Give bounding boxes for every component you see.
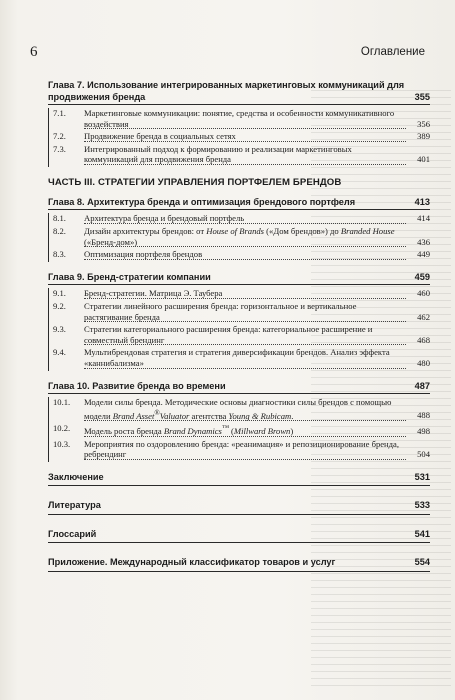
chapter-entries [48,288,430,370]
chapter-title [48,381,430,393]
back-matter-glossary [48,529,430,544]
chapter-rule [48,104,430,105]
entry-page: 462 [417,311,430,322]
entry-text-part: Модели силы бренда. Методические основы диагностики силы брендов с помощью модели [84,397,392,421]
back-matter-title: Заключение [48,471,104,482]
toc-entry [49,108,430,131]
chapter-title [48,80,430,103]
entry-page: 389 [417,131,430,142]
entry-text: Бренд-стратегии. Матрица Э. Таубера [84,288,223,299]
part-title: ЧАСТЬ III. СТРАТЕГИИ УПРАВЛЕНИЯ ПОРТФЕЛЕМ БРЕНДОВ [48,176,342,188]
chapter-rule [48,209,430,210]
dot-leader [84,420,406,421]
trademark-mark: ™ [221,424,229,433]
entry-text-italic: Branded House [340,226,395,237]
chapter-9 [48,272,430,371]
chapter-title [48,197,430,209]
dot-leader [84,259,406,260]
entry-text-italic: Valuator [159,410,190,421]
entry-text: Продвижение бренда в социальных сетях [84,131,236,142]
chapter-entries [48,213,430,261]
page-header [30,44,425,64]
entry-text-part: Дизайн архитектуры брендов: от [84,226,207,237]
page-number: 6 [30,44,38,60]
entry-text-part: ( [228,425,234,436]
dot-leader [84,223,406,224]
chapter-title-text: Глава 10. Развитие бренда во времени [48,380,226,391]
entry-number: 10.2. [53,423,71,434]
entry-number: 9.3. [53,324,66,335]
dot-leader [84,246,406,247]
dot-leader [84,344,406,345]
toc-entry [49,301,430,324]
chapter-page: 413 [414,196,430,207]
entry-text-italic: Young & Rubicam [228,410,292,421]
entry-text: Маркетинговые коммуникации: понятие, средства и особенности коммуникативного воздействия [84,108,395,129]
entry-text-part: («Бренд-дом») [84,236,138,247]
entry-page: 460 [417,288,430,299]
chapter-rule [48,284,430,285]
entry-text: Стратегии линейного расширения бренда: горизонтальное и вертикальное растягивание бренда [84,300,357,322]
registered-mark: ® [154,408,160,417]
chapter-10 [48,381,430,462]
dot-leader [84,321,406,322]
entry-number: 8.1. [53,213,66,224]
entry-text: Мультибрендовая стратегия и стратегия диверсификации брендов. Анализ эффекта «каннибализма» [84,347,390,368]
entry-page: 468 [417,334,430,345]
entry-text-italic: Brand Dynamics [163,425,222,436]
chapter-entries [48,108,430,167]
entry-number: 10.1. [53,397,71,407]
dot-leader [84,298,406,299]
toc-entry [49,226,430,249]
chapter-page: 459 [414,271,430,282]
chapter-rule [48,393,430,394]
entry-number: 8.2. [53,226,66,237]
entry-text: Стратегии категориального расширения бренда: категориальное расширение и совместный брендинг [84,324,373,345]
chapter-title-text: Глава 7. Использование интегрированных маркетинговых коммуникаций для продвижения бренда [48,80,405,102]
chapter-title-text: Глава 9. Бренд-стратегии компании [48,271,211,282]
entry-text-part: («Дом брендов») до [264,226,341,237]
entry-page: 480 [417,357,430,368]
chapter-8 [48,197,430,262]
entry-text: Архитектура бренда и брендовый портфель [84,213,245,224]
chapter-title-text: Глава 8. Архитектура бренда и оптимизация брендового портфеля [48,196,356,207]
dot-leader [84,436,406,437]
entry-page: 356 [417,118,430,129]
toc-entry [49,324,430,347]
dot-leader [84,368,406,369]
entry-number: 9.4. [53,347,66,358]
toc-entry [49,439,430,462]
toc-entry [49,288,430,301]
entry-text: Оптимизация портфеля брендов [84,249,203,260]
entry-page: 498 [417,425,430,436]
dot-leader [84,141,406,142]
entry-text-part: Модель роста бренда [84,425,164,436]
entry-text-italic: House of Brands [206,226,265,237]
chapter-page: 355 [414,91,430,102]
dot-leader [84,459,406,460]
back-matter-title: Глоссарий [48,528,97,539]
entry-page: 436 [417,236,430,247]
dot-leader [84,128,406,129]
toc-entry [49,423,430,438]
back-matter-page: 531 [414,471,430,482]
entry-page: 414 [417,213,430,224]
entry-page: 449 [417,249,430,260]
back-matter-appendix [48,557,430,572]
running-title: Оглавление [360,46,425,58]
entry-text-italic: Brand Asset [112,410,155,421]
entry-number: 10.3. [53,438,71,449]
table-of-contents [48,80,430,586]
chapter-page: 487 [414,380,430,391]
chapter-entries [48,397,430,462]
entry-text: Мероприятия по оздоровлению бренда: «реанимация» и репозиционирование бренда, ребрендинг [84,438,399,460]
entry-number: 9.1. [53,288,66,299]
entry-text-part: . [291,410,294,421]
back-matter-conclusion [48,472,430,487]
toc-entry [49,213,430,226]
entry-page: 504 [417,449,430,460]
entry-number: 8.3. [53,249,66,260]
toc-entry [49,144,430,167]
chapter-7 [48,80,430,167]
back-matter-title: Приложение. Международный классификатор товаров и услуг [48,557,336,568]
chapter-title [48,272,430,284]
toc-entry [49,397,430,423]
toc-entry [49,249,430,262]
back-matter-literature [48,500,430,515]
toc-entry [49,131,430,144]
toc-entry [49,347,430,370]
entry-text: Интегрированный подход к формированию и реализации маркетинговых коммуникаций для продвижения бренда [84,143,352,165]
entry-text-part: агентства [189,410,229,421]
entry-page: 401 [417,154,430,165]
entry-text-part: ) [290,425,294,436]
back-matter-page: 541 [414,528,430,539]
entry-number: 9.2. [53,300,66,311]
entry-number: 7.2. [53,131,66,142]
back-matter-title: Литература [48,500,101,511]
dot-leader [84,164,406,165]
back-matter-page: 533 [414,500,430,511]
back-matter-page: 554 [414,557,430,568]
entry-page: 488 [417,410,430,421]
entry-number: 7.3. [53,143,66,154]
entry-text-italic: Millward Brown [233,425,291,436]
entry-number: 7.1. [53,108,66,118]
